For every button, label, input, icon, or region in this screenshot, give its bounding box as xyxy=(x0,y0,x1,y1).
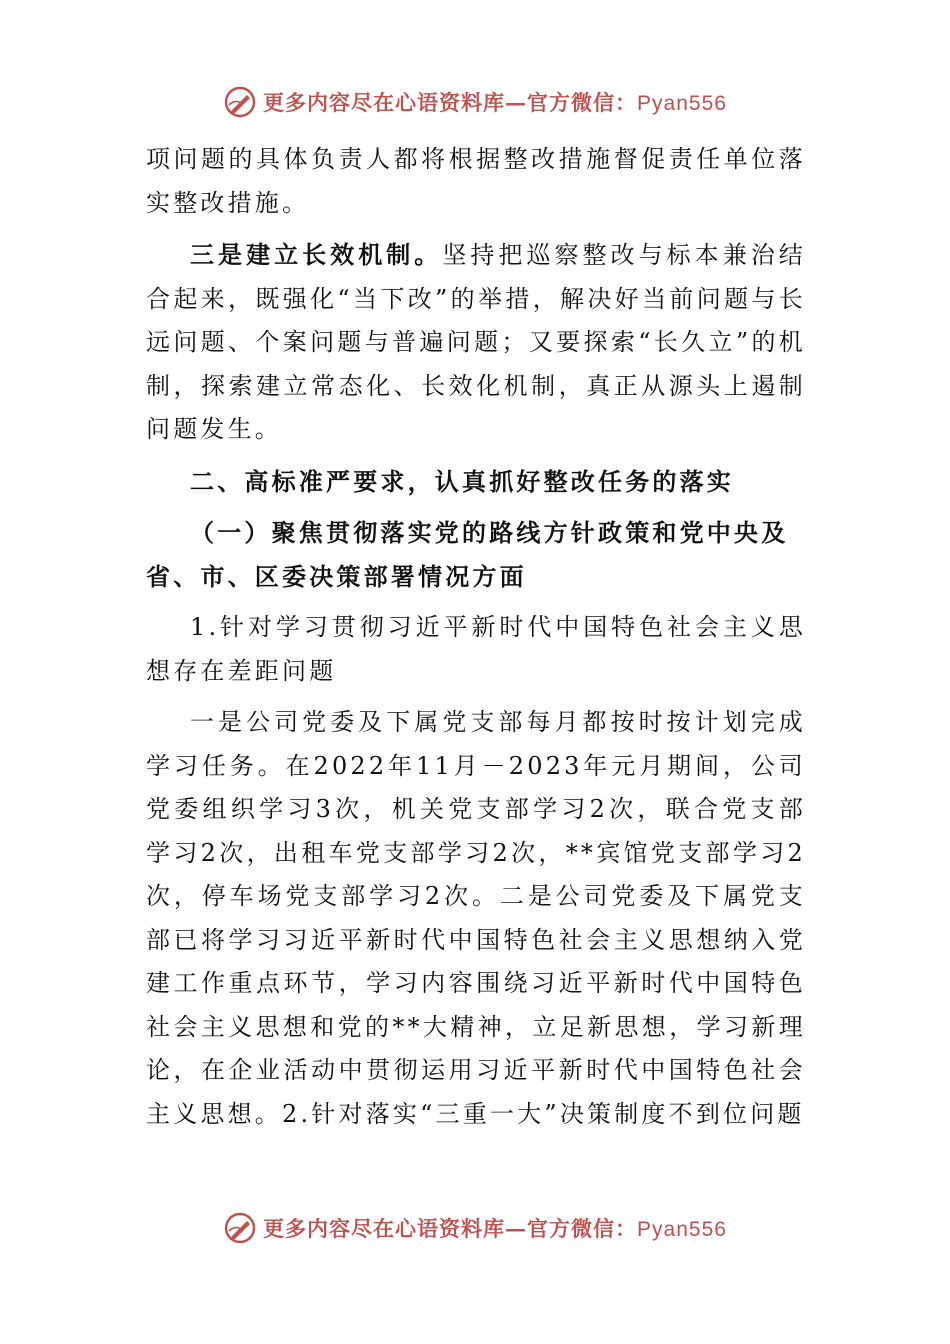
subsection-heading: （一）聚焦贯彻落实党的路线方针政策和党中央及省、市、区委决策部署情况方面 xyxy=(146,518,789,591)
paragraph-lead-bold: 三是建立长效机制。 xyxy=(190,240,443,269)
paragraph-study-details: 一是公司党委及下属党支部每月都按时按计划完成学习任务。在2022年11月－2023年元月期间，公司党委组织学习3次，机关党支部学习2次，联合党支部学习2次，出租车党支部学习2次，**宾馆党支部学习2次，停车场党支部学习2次。二是公司党委及下属党支部已将学习习近平新时代中国特色社会主义思想纳入党建工作重点环节，学习内容围绕习近平新时代中国特色社会主义思想和党的**大精神，立足新思想，学习新理论，在企业活动中贯彻运用习近平新时代中国特色社会主义思想。2.针对落实“三重一大”决策制度不到位问题 xyxy=(146,708,806,1128)
header-watermark xyxy=(0,82,950,122)
watermark-text: 更多内容尽在心语资料库—官方微信：Pyan556 xyxy=(263,1216,727,1241)
item-heading: 1.针对学习贯彻习近平新时代中国特色社会主义思想存在差距问题 xyxy=(146,613,806,685)
watermark-text: 更多内容尽在心语资料库—官方微信：Pyan556 xyxy=(263,90,727,115)
pen-logo-icon xyxy=(223,85,257,119)
document-body xyxy=(146,138,806,1144)
section-heading: 二、高标准严要求，认真抓好整改任务的落实 xyxy=(190,466,734,496)
paragraph-text: 坚持把巡察整改与标本兼治结合起来，既强化“当下改”的举措，解决好当前问题与长远问题、个案问题与普遍问题；又要探索“长久立”的机制，探索建立常态化、长效化机制，真正从源头上遏制问题发生。 xyxy=(146,241,806,443)
footer-watermark xyxy=(0,1208,950,1248)
pen-logo-icon xyxy=(223,1211,257,1245)
paragraph-long-term-mechanism xyxy=(146,233,806,452)
paragraph-continuation: 项问题的具体负责人都将根据整改措施督促责任单位落实整改措施。 xyxy=(146,145,806,217)
